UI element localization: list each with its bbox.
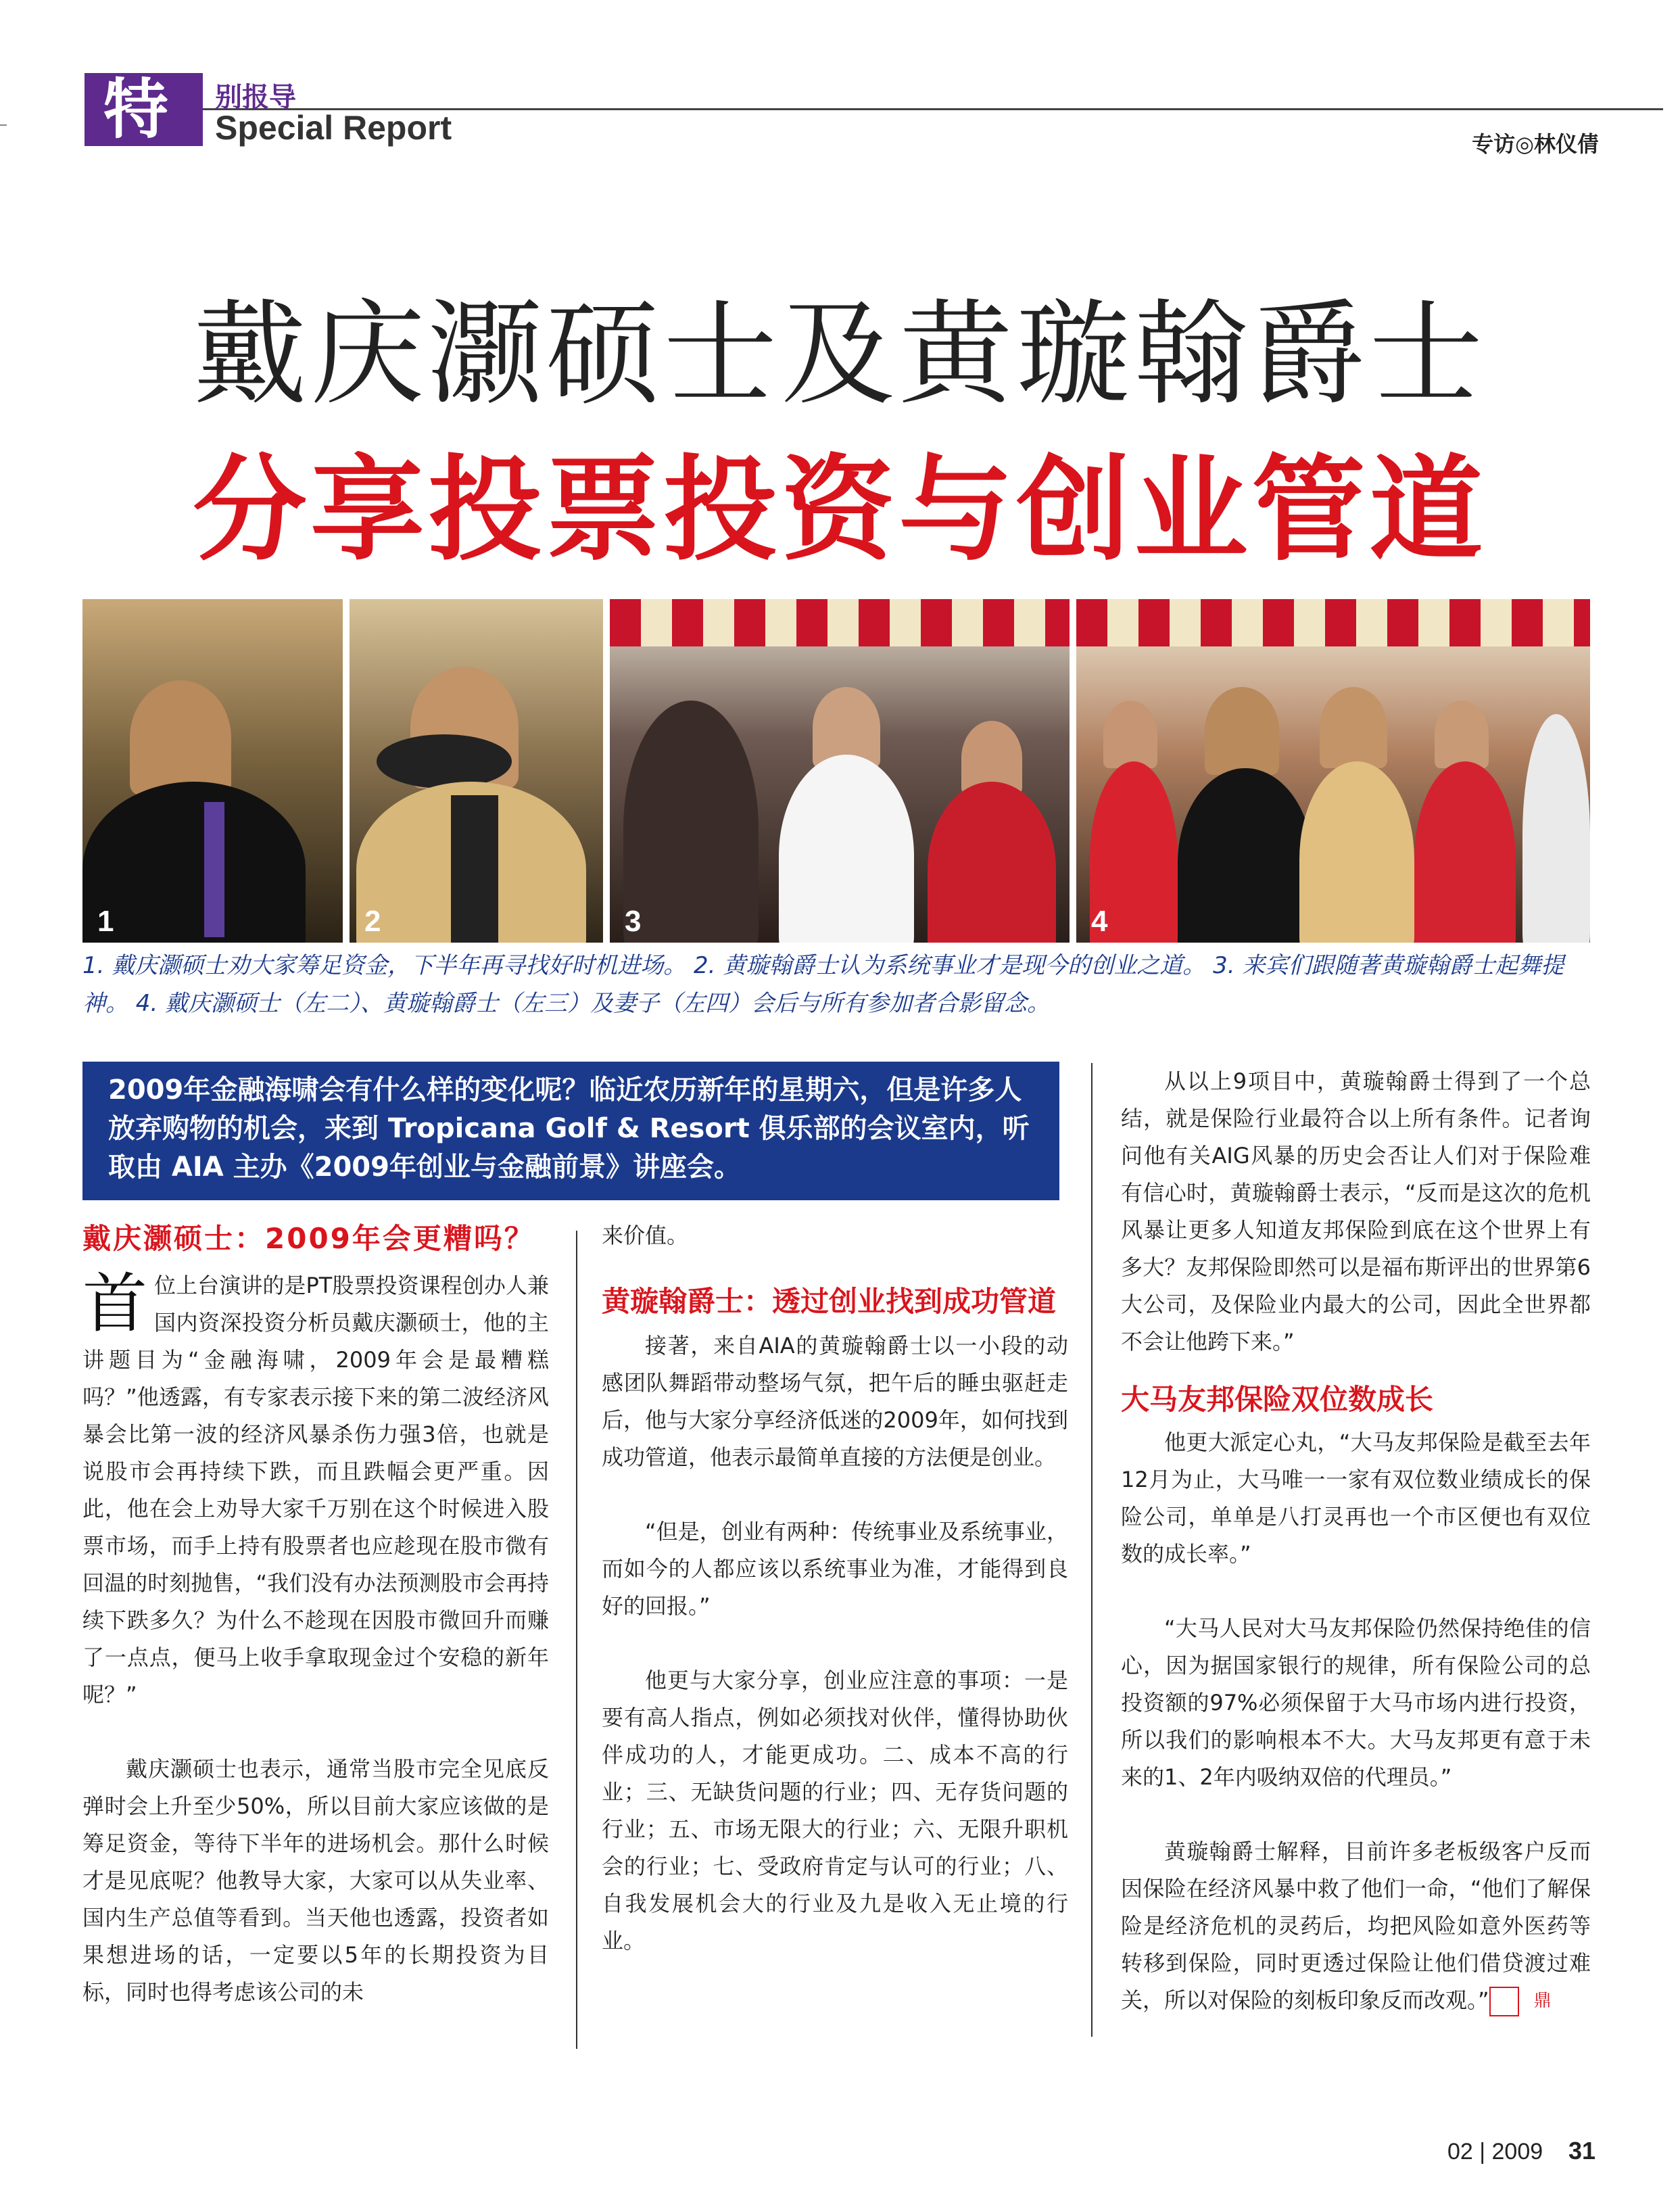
section-label-en: Special Report — [215, 109, 452, 147]
paragraph-text: 位上台演讲的是PT股票投资课程创办人兼国内资深投资分析员戴庆灏硕士，他的主讲题目为“金融海啸，2009年会是最糟糕吗？”他透露，有专家表示接下来的第二波经济风暴会比第一波的经济风暴杀伤力强3倍，也就是说股市会再持续下跌，而且跌幅会更严重。因此，他在会上劝导大家千万别在这个时候进入股票市场，而手上持有股票者也应趁现在股市微有回温的时刻抛售，“我们没有办法预测股市会再持续下跌多久？为什么不趁现在因股市微回升而赚了一点点，便马上收手拿取现金过个安稳的新年呢？” — [82, 1273, 549, 1707]
paragraph — [1121, 1833, 1591, 2019]
paragraph: 接著，来自AIA的黄璇翰爵士以一小段的动感团队舞蹈带动整场气氛，把午后的睡虫驱赶走后，他与大家分享经济低迷的2009年，如何找到成功管道，他表示最简单直接的方法便是创业。 — [602, 1333, 1068, 1470]
section-label-cn: 别报导 — [215, 82, 296, 113]
column-divider — [576, 1231, 577, 2049]
paragraph: 来价值。 — [602, 1223, 689, 1248]
article-title: 戴庆灏硕士及黄璇翰爵士 — [193, 288, 1487, 421]
photo-number: 4 — [1091, 905, 1108, 938]
photo-number: 3 — [625, 905, 642, 938]
column-middle — [602, 1217, 1068, 1960]
photo-number: 2 — [364, 905, 381, 938]
issue-date: 02 | 2009 — [1447, 2139, 1543, 2165]
paragraph: 从以上9项目中，黄璇翰爵士得到了一个总结，就是保险行业最符合以上所有条件。记者询问他有关AIG风暴的历史会否让人们对于保险难有信心时，黄璇翰爵士表示，“反而是这次的危机风暴让更多人知道友邦保险到底在这个世界上有多大？友邦保险即然可以是福布斯评出的世界第6大公司，及保险业内最大的公司，因此全世界都不会让他跨下来。” — [1121, 1068, 1591, 1354]
paragraph: 他更大派定心丸，“大马友邦保险是截至去年12月为止，大马唯一一家有双位数业绩成长的保险公司，单单是八打灵再也一个市区便也有双位数的成长率。” — [1121, 1429, 1591, 1567]
intro-box: 2009年金融海啸会有什么样的变化呢？临近农历新年的星期六，但是许多人放弃购物的机会，来到 Tropicana Golf & Resort 俱乐部的会议室内，听取由 AIA 主办《2009年创业与金融前景》讲座会。 — [82, 1062, 1059, 1200]
photo-2 — [350, 599, 603, 943]
page-number: 31 — [1568, 2137, 1595, 2165]
article-subtitle: 分享投票投资与创业管道 — [193, 444, 1487, 576]
column-divider — [1091, 1063, 1093, 2037]
crop-mark — [0, 124, 7, 126]
paragraph — [82, 1267, 549, 1713]
column-right — [1121, 1063, 1591, 2019]
photo-1 — [82, 599, 343, 943]
section-badge-char: 特 — [103, 72, 168, 147]
author-credit: 专访◎林仪倩 — [1472, 131, 1599, 157]
photo-4 — [1076, 599, 1590, 943]
drop-cap: 首 — [82, 1266, 147, 1342]
photo-3 — [610, 599, 1070, 943]
section-heading: 黄璇翰爵士：透过创业找到成功管道 — [602, 1285, 1057, 1318]
paragraph: 戴庆灏硕士也表示，通常当股市完全见底反弹时会上升至少50%，所以目前大家应该做的是筹足资金，等待下半年的进场机会。那什么时候才是见底呢？他教导大家，大家可以从失业率、国内生产总值等看到。当天他也透露，投资者如果想进场的话，一定要以5年的长期投资为目标，同时也得考虑该公司的未 — [82, 1756, 549, 2005]
section-badge — [85, 73, 203, 146]
paragraph-text: 黄璇翰爵士解释，目前许多老板级客户反而因保险在经济风暴中救了他们一命，“他们了解保险是经济危机的灵药后，均把风险如意外医药等转移到保险，同时更透过保险让他们借贷渡过难关，所以对保险的刻板印象反而改观。” — [1121, 1839, 1591, 2013]
section-heading: 戴庆灏硕士：2009年会更糟吗？ — [82, 1222, 535, 1255]
column-left — [82, 1217, 549, 2011]
photo-caption: 1. 戴庆灏硕士劝大家筹足资金，下半年再寻找好时机进场。 2. 黄璇翰爵士认为系统事业才是现今的创业之道。 3. 来宾们跟随著黄璇翰爵士起舞提神。 4. 戴庆灏硕士（左二）、黄璇翰爵士（左三）及妻子（左四）会后与所有参加者合影留念。 — [82, 952, 1564, 1017]
page-footer — [1447, 2137, 1595, 2165]
paragraph: “大马人民对大马友邦保险仍然保持绝佳的信心，因为据国家银行的规律，所有保险公司的总投资额的97%必须保留于大马市场内进行投资，所以我们的影响根本不大。大马友邦更有意于未来的1、2年内吸纳双倍的代理员。” — [1121, 1615, 1591, 1790]
section-heading: 大马友邦保险双位数成长 — [1121, 1383, 1434, 1416]
paragraph: 他更与大家分享，创业应注意的事项：一是要有高人指点，例如必须找对伙伴，懂得协助伙伴成功的人，才能更成功。二、成本不高的行业；三、无缺货问题的行业；四、无存货问题的行业；五、市场无限大的行业；六、无限升职机会的行业；七、受政府肯定与认可的行业；八、自我发展机会大的行业及九是收入无止境的行业。 — [602, 1668, 1068, 1954]
paragraph: “但是，创业有两种：传统事业及系统事业，而如今的人都应该以系统事业为准，才能得到良好的回报。” — [602, 1519, 1068, 1619]
end-mark-icon: 鼎 — [1489, 1987, 1519, 2016]
photo-number: 1 — [97, 905, 114, 938]
